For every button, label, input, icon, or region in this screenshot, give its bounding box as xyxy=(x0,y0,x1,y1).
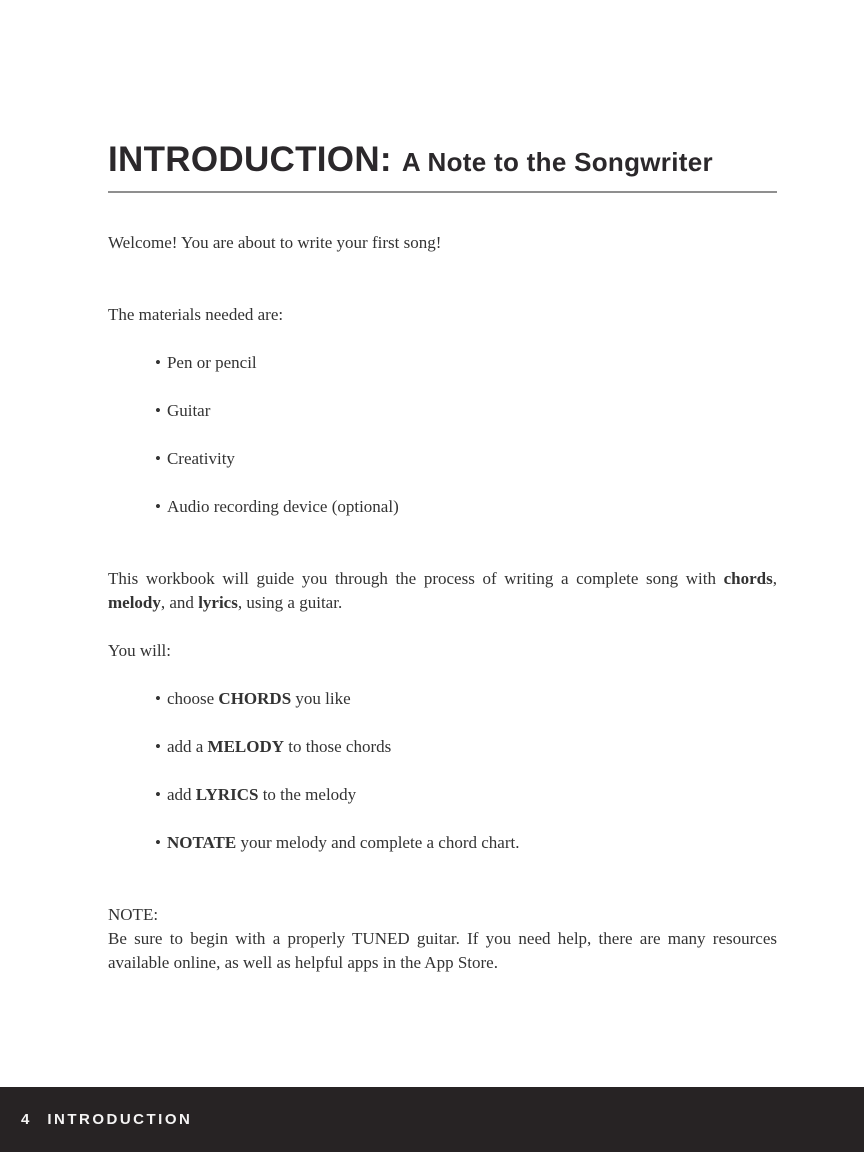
bullet-marker: • xyxy=(155,833,161,852)
steps-list xyxy=(108,687,777,855)
step-pre: choose xyxy=(166,689,219,708)
paragraph-text: , using a guitar. xyxy=(237,593,343,612)
bullet-marker: • xyxy=(155,785,161,804)
list-item xyxy=(108,447,777,471)
step-post: your melody and complete a chord chart. xyxy=(236,833,520,852)
step-keyword: MELODY xyxy=(207,737,285,756)
step-keyword: NOTATE xyxy=(166,833,237,852)
page-number: 4 xyxy=(21,1111,30,1128)
step-keyword: CHORDS xyxy=(218,689,292,708)
bullet-marker: • xyxy=(155,689,161,708)
page-footer xyxy=(0,1087,864,1152)
bullet-marker: • xyxy=(155,401,161,420)
page-title-main: INTRODUCTION: xyxy=(108,140,392,179)
list-item-text: Guitar xyxy=(166,401,211,420)
footer-section-label: INTRODUCTION xyxy=(47,1111,193,1128)
list-item xyxy=(108,735,777,759)
you-will-heading: You will: xyxy=(108,641,171,660)
bold-term: lyrics xyxy=(198,593,238,612)
bullet-marker: • xyxy=(155,737,161,756)
page-title xyxy=(108,140,777,193)
list-item xyxy=(108,687,777,711)
note-body: Be sure to begin with a properly TUNED guitar. If you need help, there are many resources available online, as well as helpful apps in the App Store. xyxy=(108,929,777,972)
step-pre: add xyxy=(166,785,196,804)
list-item-text: Audio recording device (optional) xyxy=(166,497,399,516)
bullet-marker: • xyxy=(155,449,161,468)
step-post: to those chords xyxy=(284,737,392,756)
paragraph-text: , xyxy=(772,569,777,588)
bold-term: chords xyxy=(723,569,773,588)
page-title-sub: A Note to the Songwriter xyxy=(401,147,713,177)
paragraph-text: , and xyxy=(160,593,199,612)
list-item-text: Creativity xyxy=(166,449,235,468)
note-paragraph xyxy=(108,903,777,975)
page-content xyxy=(108,140,777,975)
bullet-marker: • xyxy=(155,353,161,372)
note-label: NOTE: xyxy=(108,905,159,924)
paragraph-text: This workbook will guide you through the process of writing a complete song with xyxy=(108,569,724,588)
bold-term: melody xyxy=(108,593,161,612)
bullet-marker: • xyxy=(155,497,161,516)
list-item xyxy=(108,351,777,375)
step-post: you like xyxy=(291,689,351,708)
welcome-paragraph: Welcome! You are about to write your first song! xyxy=(108,233,442,252)
workbook-paragraph xyxy=(108,567,777,615)
step-pre: add a xyxy=(166,737,208,756)
step-keyword: LYRICS xyxy=(195,785,259,804)
list-item-text: Pen or pencil xyxy=(166,353,257,372)
list-item xyxy=(108,495,777,519)
materials-list xyxy=(108,351,777,519)
list-item xyxy=(108,399,777,423)
materials-heading: The materials needed are: xyxy=(108,305,284,324)
list-item xyxy=(108,783,777,807)
list-item xyxy=(108,831,777,855)
step-post: to the melody xyxy=(258,785,357,804)
